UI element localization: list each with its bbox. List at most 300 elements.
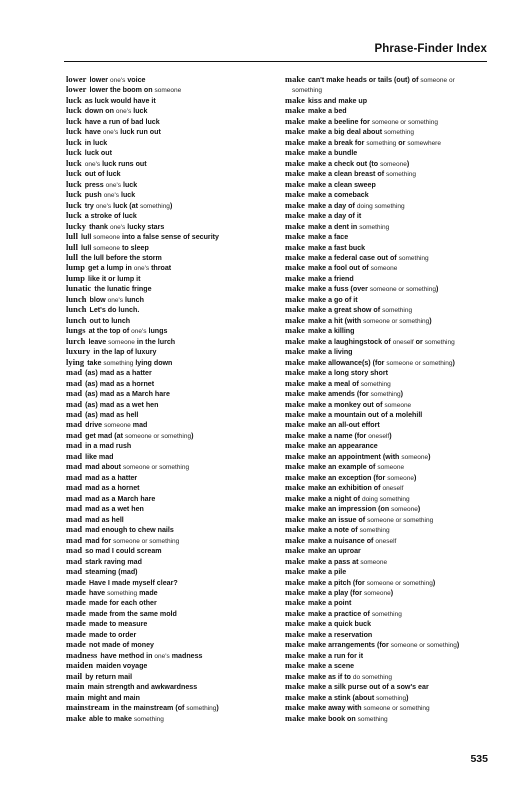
phrase-text: make a break for — [307, 138, 367, 147]
phrase-text: make a laughingstock of — [307, 337, 393, 346]
phrase-text: make a note of — [307, 526, 360, 535]
entry-headword: make — [285, 629, 305, 639]
index-entry — [66, 117, 276, 127]
entry-headword: lull — [66, 242, 79, 252]
entry-phrase — [100, 652, 202, 660]
phrase-text: ) — [169, 201, 173, 210]
phrase-placeholder-text: someone or something — [363, 317, 430, 325]
phrase-placeholder-text: someone — [377, 464, 405, 472]
entry-phrase — [308, 421, 380, 429]
phrase-placeholder-text: someone or something — [363, 705, 430, 713]
phrase-text: luck out — [84, 149, 112, 158]
entry-headword: lump — [66, 263, 86, 273]
phrase-text: thank — [89, 222, 110, 231]
phrase-text: lower — [89, 76, 110, 84]
phrase-text: out to lunch — [89, 316, 131, 325]
phrase-placeholder-text: someone — [387, 474, 414, 482]
entry-headword: make — [285, 169, 305, 179]
entry-headword: mad — [66, 451, 83, 461]
index-entry — [285, 410, 489, 420]
index-entry — [66, 305, 276, 315]
index-entry — [66, 96, 276, 106]
entry-headword: lurch — [66, 336, 86, 346]
index-entry — [66, 441, 276, 451]
phrase-placeholder-text: someone — [384, 401, 412, 409]
entry-headword: make — [285, 263, 305, 273]
phrase-text: mad — [130, 421, 148, 430]
entry-phrase — [85, 390, 170, 398]
phrase-text: make a go of it — [307, 295, 358, 304]
phrase-placeholder-text: oneself — [392, 338, 414, 346]
entry-headword: main — [66, 692, 85, 702]
entry-headword: make — [285, 410, 305, 419]
entry-phrase — [308, 673, 392, 681]
index-entry — [285, 75, 489, 85]
entry-phrase — [89, 715, 164, 723]
index-entry — [285, 201, 489, 211]
phrase-text: or — [413, 337, 425, 346]
entry-headword: make — [285, 336, 305, 346]
entry-headword: make — [285, 420, 305, 430]
entry-phrase — [308, 453, 431, 461]
index-entry — [66, 630, 276, 640]
index-entry — [66, 274, 276, 284]
phrase-text: down on — [84, 107, 116, 116]
entry-phrase — [308, 516, 433, 524]
phrase-text: make a run for it — [307, 651, 364, 660]
index-entry — [285, 483, 489, 493]
entry-headword: make — [285, 703, 305, 713]
index-entry — [285, 117, 489, 127]
entry-phrase — [308, 149, 357, 157]
phrase-placeholder-text: something — [139, 202, 170, 210]
phrase-text: (as) mad as a hornet — [85, 379, 155, 388]
phrase-placeholder-text: someone or something — [386, 359, 453, 367]
entry-headword: make — [285, 315, 305, 325]
entry-headword: make — [285, 483, 305, 493]
index-entry — [66, 483, 276, 493]
entry-phrase — [85, 547, 161, 555]
index-entry — [66, 368, 276, 378]
phrase-placeholder-text: oneself — [368, 432, 390, 440]
entry-phrase — [308, 338, 455, 346]
entry-headword: mad — [66, 483, 83, 493]
entry-phrase — [85, 369, 152, 377]
entry-phrase — [88, 694, 140, 702]
phrase-text: (as) mad as a hatter — [85, 369, 152, 378]
entry-headword: luck — [66, 190, 82, 200]
entry-headword: make — [285, 472, 305, 482]
index-entry — [66, 284, 276, 294]
phrase-text: mad about — [85, 463, 123, 472]
phrase-text: make a great show of — [307, 306, 383, 315]
phrase-text: have — [88, 588, 108, 597]
entry-phrase — [90, 86, 182, 94]
entry-headword: mad — [66, 378, 83, 388]
index-entry — [285, 347, 489, 357]
index-entry — [66, 661, 276, 671]
entry-headword: luck — [66, 137, 82, 147]
phrase-placeholder-text: oneself — [382, 485, 404, 493]
index-entry — [66, 693, 276, 703]
index-entry — [66, 232, 276, 242]
index-entry — [66, 75, 276, 85]
entry-headword: make — [285, 462, 305, 472]
index-entry — [66, 389, 276, 399]
index-entry — [66, 588, 276, 598]
phrase-placeholder-text: something — [133, 715, 164, 723]
index-entry — [66, 180, 276, 190]
phrase-text: make amends (for — [307, 390, 371, 399]
entry-phrase — [90, 76, 146, 84]
entry-headword: make — [285, 378, 305, 388]
entry-headword: make — [285, 232, 305, 242]
entry-headword: mad — [66, 504, 83, 514]
phrase-text: ) — [429, 316, 432, 325]
index-entry — [285, 106, 489, 116]
index-entry — [285, 190, 489, 200]
entry-headword: make — [285, 441, 305, 451]
entry-headword: lungs — [66, 326, 86, 336]
index-entry — [285, 536, 489, 546]
entry-headword: make — [285, 514, 305, 524]
phrase-text: mad as a March hare — [85, 494, 156, 503]
entry-headword: make — [285, 608, 305, 618]
entry-phrase — [308, 704, 430, 712]
entry-headword: make — [285, 430, 305, 440]
index-entry — [285, 703, 489, 713]
entry-phrase — [308, 202, 405, 210]
phrase-text: mad as a wet hen — [85, 505, 144, 514]
index-entry — [66, 703, 276, 713]
entry-phrase — [308, 118, 438, 126]
phrase-text: make a beeline for — [307, 117, 372, 126]
phrase-placeholder-text: doing something — [361, 495, 410, 503]
phrase-text: make an exhibition of — [307, 484, 383, 493]
phrase-text: make a day of — [307, 201, 357, 210]
entry-phrase — [308, 107, 347, 115]
index-entry — [66, 567, 276, 577]
phrase-placeholder-text: something — [360, 380, 391, 388]
phrase-placeholder-text: something — [376, 694, 407, 702]
phrase-text: make a dent in — [307, 222, 360, 231]
phrase-text: make a fuss (over — [307, 285, 370, 294]
phrase-text: get a lump in — [88, 264, 134, 273]
phrase-text: might and main — [87, 693, 140, 702]
entry-phrase — [81, 233, 219, 241]
phrase-text: at the top of — [88, 327, 132, 336]
phrase-placeholder-text: one's — [109, 223, 126, 231]
entry-headword: make — [285, 525, 305, 535]
phrase-placeholder-text: someone — [93, 244, 121, 252]
phrase-text: make a name (for — [307, 431, 369, 440]
entry-phrase — [308, 568, 346, 576]
phrase-placeholder-text: oneself — [375, 537, 397, 545]
entry-headword: luck — [66, 116, 82, 126]
entry-phrase — [308, 715, 388, 723]
entry-headword: make — [285, 116, 305, 126]
phrase-placeholder-text: someone or something — [390, 642, 457, 650]
index-entry — [66, 420, 276, 430]
phrase-placeholder-text: something — [382, 307, 413, 315]
entry-phrase — [90, 296, 144, 304]
phrase-placeholder-text: someone — [391, 506, 418, 514]
phrase-text: make a clean breast of — [307, 170, 387, 179]
entry-phrase — [308, 589, 393, 597]
phrase-text: stark raving mad — [85, 557, 142, 566]
phrase-placeholder-text: something — [384, 129, 415, 137]
entry-headword: made — [66, 587, 86, 597]
phrase-text: ) — [435, 285, 439, 294]
phrase-placeholder-text: do something — [352, 673, 392, 681]
entry-phrase — [85, 128, 161, 136]
phrase-text: make an exception (for — [307, 473, 388, 482]
entry-headword: made — [66, 629, 86, 639]
entry-phrase — [308, 306, 412, 314]
entry-phrase — [308, 139, 441, 147]
entry-phrase — [85, 526, 174, 534]
entry-phrase — [85, 537, 179, 545]
phrase-text: make a killing — [307, 327, 355, 336]
index-entry — [285, 525, 489, 535]
entry-headword: lump — [66, 273, 86, 283]
phrase-text: maiden voyage — [96, 662, 148, 671]
phrase-text: make away with — [307, 704, 364, 713]
entry-headword: lull — [66, 232, 79, 242]
index-entry — [66, 263, 276, 273]
index-entry — [66, 557, 276, 567]
entry-phrase — [308, 526, 390, 534]
entry-phrase — [85, 516, 124, 524]
phrase-text: make a night of — [307, 494, 362, 503]
entry-phrase — [308, 181, 376, 189]
phrase-text: make a friend — [307, 274, 354, 283]
index-entry — [66, 148, 276, 158]
entry-headword: make — [285, 556, 305, 566]
phrase-text: make a meal of — [307, 379, 361, 388]
index-entry — [285, 546, 489, 556]
phrase-text: ) — [390, 588, 394, 597]
entry-headword: make — [66, 713, 86, 723]
index-entry — [285, 180, 489, 190]
entry-headword: main — [66, 682, 85, 692]
phrase-text: blow — [89, 295, 108, 304]
phrase-text: leave — [88, 337, 109, 346]
phrase-placeholder-text: one's — [105, 181, 122, 189]
index-entry — [285, 222, 489, 232]
entry-headword: make — [285, 389, 305, 399]
index-entry — [66, 714, 276, 724]
index-entry — [66, 672, 276, 682]
entry-phrase — [308, 505, 420, 513]
phrase-text: make a mountain out of a molehill — [307, 411, 423, 419]
entry-headword: mad — [66, 514, 83, 524]
phrase-text: ) — [216, 704, 219, 713]
phrase-text: make a day of it — [307, 212, 362, 221]
phrase-text: make a comeback — [307, 191, 369, 200]
phrase-text: can't make heads or tails (out) of — [307, 76, 421, 84]
entry-headword: made — [66, 577, 86, 587]
index-entry — [285, 714, 489, 724]
phrase-text: make an all-out effort — [307, 421, 380, 430]
phrase-placeholder-text: one's — [102, 129, 119, 137]
index-entry — [285, 598, 489, 608]
phrase-placeholder-text: something — [371, 610, 402, 618]
phrase-text: the lull before the storm — [81, 253, 162, 262]
index-entry — [285, 326, 489, 336]
entry-phrase — [90, 317, 131, 325]
entry-phrase — [85, 149, 112, 157]
phrase-text: luck — [121, 180, 138, 189]
index-entry — [66, 379, 276, 389]
phrase-text: make a quick buck — [307, 620, 372, 629]
phrase-text: (as) mad as hell — [85, 411, 139, 419]
entry-headword: make — [285, 713, 305, 723]
entry-headword: make — [285, 619, 305, 629]
phrase-text: (as) mad as a March hare — [85, 390, 170, 399]
index-entry — [66, 640, 276, 650]
entry-phrase — [85, 474, 137, 482]
phrase-text: mad for — [85, 536, 114, 545]
index-entry — [66, 410, 276, 420]
entry-headword: make — [285, 451, 305, 461]
entry-phrase — [85, 432, 193, 440]
entry-phrase — [308, 631, 372, 639]
phrase-placeholder-text: someone — [401, 453, 429, 461]
phrase-placeholder-text: one's — [154, 652, 170, 660]
entry-phrase — [308, 97, 367, 105]
phrase-text: out of luck — [84, 170, 121, 179]
phrase-text: lucky stars — [125, 222, 165, 231]
entry-phrase — [308, 128, 414, 136]
phrase-text: make a pass at — [307, 557, 361, 566]
entry-phrase — [308, 254, 429, 262]
index-entry — [66, 494, 276, 504]
phrase-placeholder-text: something — [370, 391, 401, 399]
entry-phrase — [308, 348, 353, 356]
phrase-placeholder-text: someone or something — [371, 118, 438, 126]
entry-headword: make — [285, 252, 305, 262]
entry-headword: luck — [66, 200, 82, 210]
entry-headword: luxury — [66, 347, 91, 357]
phrase-placeholder-text: something — [107, 589, 138, 597]
entry-headword: mad — [66, 462, 83, 472]
index-entry — [66, 619, 276, 629]
entry-headword: madness — [66, 650, 98, 660]
entry-headword: make — [285, 692, 305, 702]
entry-phrase — [89, 223, 164, 231]
phrase-text: make a practice of — [307, 609, 372, 618]
phrase-text: in a mad rush — [85, 442, 132, 451]
page-number: 535 — [470, 753, 488, 765]
entry-phrase — [308, 442, 378, 450]
entry-headword: make — [285, 546, 305, 556]
phrase-text: make a fast buck — [307, 243, 366, 252]
entry-phrase — [308, 264, 397, 272]
entry-headword: make — [285, 127, 305, 137]
entry-phrase — [88, 264, 171, 272]
entry-phrase — [292, 86, 322, 94]
index-entry — [285, 368, 489, 378]
phrase-placeholder-text: someone — [360, 558, 388, 566]
phrase-placeholder-text: someone — [154, 87, 182, 95]
entry-phrase — [89, 620, 147, 628]
entry-phrase — [308, 244, 365, 252]
entry-headword: make — [285, 577, 305, 587]
phrase-placeholder-text: someone — [363, 589, 391, 597]
phrase-text: lungs — [146, 327, 168, 336]
index-entry — [285, 693, 489, 703]
phrase-text: make a long story short — [307, 369, 388, 378]
phrase-placeholder-text: something — [359, 527, 390, 535]
phrase-text: ) — [428, 452, 431, 461]
phrase-text: like it or lump it — [88, 274, 141, 283]
entry-headword: make — [285, 399, 305, 409]
entry-headword: lunatic — [66, 284, 92, 294]
index-entry — [285, 127, 489, 137]
phrase-text: kiss and make up — [307, 96, 368, 105]
index-entry — [285, 316, 489, 326]
index-entry — [285, 452, 489, 462]
phrase-text: mad as a hornet — [85, 484, 140, 493]
index-entry — [66, 462, 276, 472]
index-entry — [66, 347, 276, 357]
entry-phrase — [308, 285, 438, 293]
phrase-text: press — [84, 180, 106, 189]
phrase-placeholder-text: doing something — [356, 202, 405, 210]
phrase-text: able to make — [88, 714, 134, 723]
entry-phrase — [308, 76, 455, 84]
phrase-text: in the lap of luxury — [93, 348, 157, 357]
phrase-placeholder-text: someone — [380, 160, 407, 168]
phrase-text: make an appointment (with — [307, 452, 402, 461]
entry-phrase — [87, 359, 172, 367]
index-entry — [66, 169, 276, 179]
phrase-placeholder-text: something — [424, 338, 455, 346]
index-entry — [66, 504, 276, 514]
entry-phrase — [308, 610, 402, 618]
entry-headword: lucky — [66, 221, 87, 231]
index-entry — [66, 243, 276, 253]
entry-headword: make — [285, 347, 305, 357]
entry-phrase — [89, 579, 178, 587]
entry-headword: make — [285, 493, 305, 503]
entry-phrase — [85, 568, 137, 576]
phrase-text: in luck — [84, 138, 108, 147]
entry-phrase — [308, 233, 348, 241]
entry-phrase — [308, 390, 403, 398]
phrase-placeholder-text: someone — [104, 422, 131, 430]
index-entry — [66, 316, 276, 326]
entry-phrase — [89, 641, 154, 649]
entry-phrase — [81, 244, 149, 252]
phrase-placeholder-text: one's — [133, 265, 150, 273]
entry-phrase — [89, 631, 136, 639]
phrase-text: so mad I could scream — [85, 547, 162, 556]
entry-phrase — [308, 537, 396, 545]
index-entry — [66, 211, 276, 221]
index-entry — [285, 263, 489, 273]
index-entry — [66, 127, 276, 137]
phrase-placeholder-text: someone — [370, 265, 398, 273]
entry-phrase — [308, 484, 403, 492]
entry-phrase — [308, 599, 351, 607]
phrase-text: ) — [456, 641, 460, 650]
phrase-text: make a living — [307, 348, 353, 357]
entry-phrase — [85, 118, 160, 126]
index-entry — [66, 358, 276, 368]
phrase-text: luck — [119, 191, 136, 200]
